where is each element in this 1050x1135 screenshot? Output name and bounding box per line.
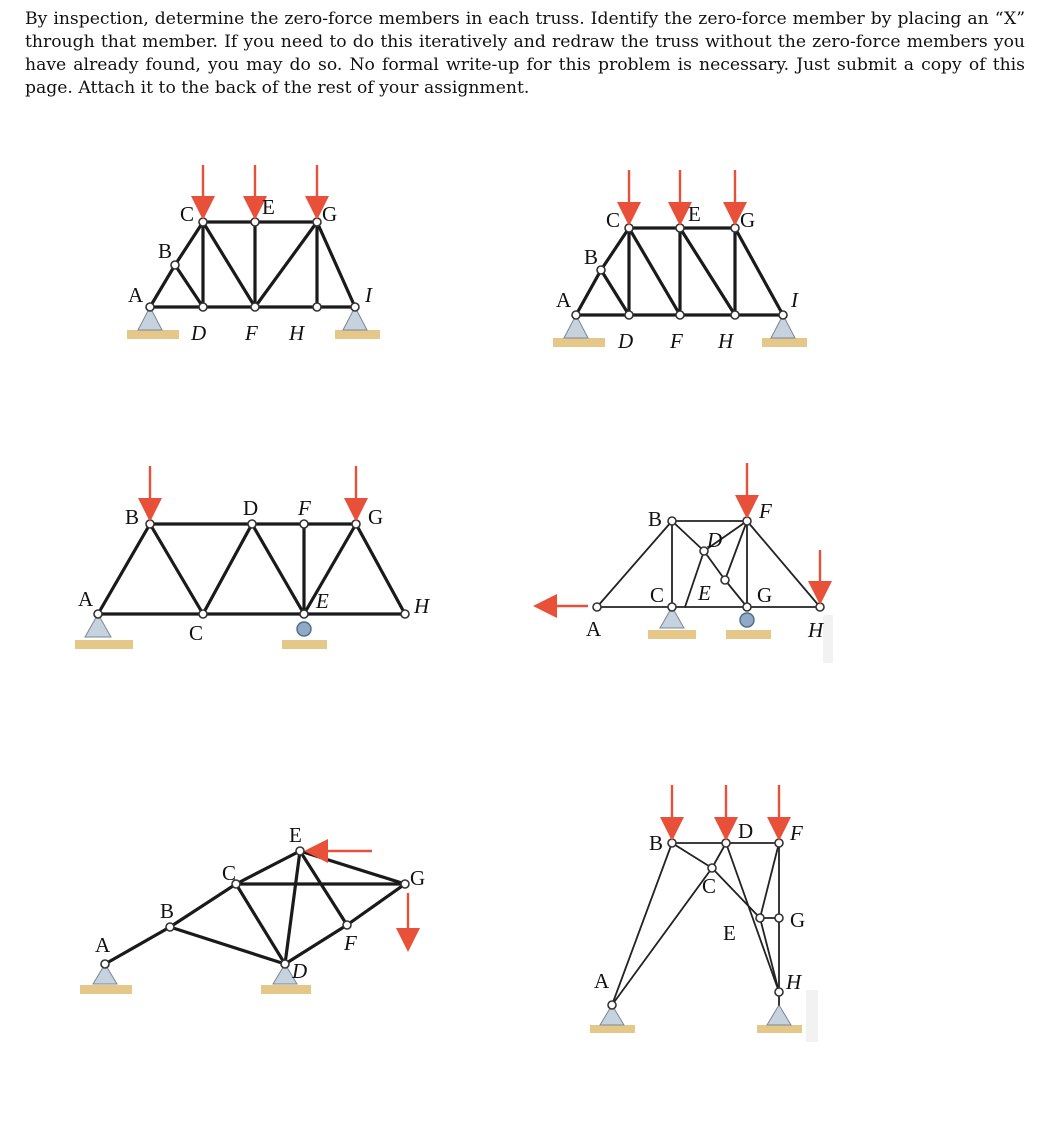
- joint-label-d: D: [707, 528, 723, 552]
- joint-label-b: B: [584, 245, 599, 269]
- joint-label-c: C: [180, 202, 195, 226]
- joint-label-e: E: [262, 195, 275, 219]
- joint-label-g: G: [322, 202, 338, 226]
- truss-5: [80, 823, 425, 994]
- joint-label-i: I: [791, 288, 798, 312]
- joint-label-e: E: [698, 581, 711, 605]
- joint-label-g: G: [368, 505, 384, 529]
- truss-3: [75, 466, 431, 649]
- joint-label-f: F: [298, 496, 311, 520]
- joint-label-c: C: [702, 874, 717, 898]
- roller-support: [297, 622, 311, 636]
- joint-label-d: D: [243, 496, 259, 520]
- ground-hatch: [648, 630, 696, 639]
- joint-label-g: G: [757, 583, 773, 607]
- joint-label-g: G: [740, 208, 756, 232]
- ground-hatch: [590, 1025, 635, 1033]
- joint-label-d: D: [191, 321, 207, 345]
- joint-label-f: F: [670, 329, 683, 353]
- joint-label-b: B: [160, 899, 175, 923]
- joint-label-c: C: [222, 861, 237, 885]
- ground-hatch: [80, 985, 132, 994]
- joint-label-a: A: [586, 617, 602, 641]
- ground-hatch: [726, 630, 771, 639]
- truss-2: [553, 170, 807, 353]
- joint-label-e: E: [723, 921, 736, 945]
- joint-label-h: H: [718, 329, 734, 353]
- ground-hatch: [553, 338, 605, 347]
- ground-hatch: [282, 640, 327, 649]
- joint-label-c: C: [650, 583, 665, 607]
- ground-hatch: [762, 338, 807, 347]
- ground-hatch: [261, 985, 311, 994]
- joint-label-a: A: [128, 283, 144, 307]
- joint-label-a: A: [95, 933, 111, 957]
- joint-label-a: A: [78, 587, 94, 611]
- ground-hatch: [75, 640, 133, 649]
- joint-label-a: A: [556, 288, 572, 312]
- instructions-text: By inspection, determine the zero-force members in each truss. Identify the zero-force member by placing an “X” through that member. If you need to do this iteratively and redraw the truss without the zero-force members you have already found, you may do so. No formal write-up for this problem is necessary. Just submit a copy of this page. Attach it to the back of the rest of your assignment.: [25, 9, 1025, 98]
- joint-label-h: H: [289, 321, 305, 345]
- joint-label-e: E: [289, 823, 302, 847]
- joint-label-b: B: [648, 507, 663, 531]
- truss-1: [127, 165, 380, 345]
- pin-support: [767, 1005, 791, 1025]
- joint-label-c: C: [606, 208, 621, 232]
- ground-hatch: [335, 330, 380, 339]
- joint-label-g: G: [410, 866, 426, 890]
- ground-hatch: [757, 1025, 802, 1033]
- joint-label-b: B: [125, 505, 140, 529]
- joint-label-f: F: [790, 821, 803, 845]
- joint-label-b: B: [158, 239, 173, 263]
- joint-label-h: H: [786, 970, 802, 994]
- roller-support: [740, 613, 754, 627]
- truss-4: [545, 463, 833, 663]
- joint-label-h: H: [414, 594, 430, 618]
- background-shade: [823, 615, 833, 663]
- joint-label-d: D: [292, 959, 308, 983]
- joint-label-i: I: [365, 283, 372, 307]
- joint-label-d: D: [738, 819, 754, 843]
- joint-label-e: E: [688, 202, 701, 226]
- joint-label-g: G: [790, 908, 806, 932]
- joint-label-f: F: [344, 931, 357, 955]
- joint-label-b: B: [649, 831, 664, 855]
- ground-hatch: [127, 330, 179, 339]
- joint-label-f: F: [759, 499, 772, 523]
- joint-label-a: A: [594, 969, 610, 993]
- joint-label-c: C: [189, 621, 204, 645]
- truss-6: [590, 785, 818, 1042]
- background-shade: [806, 990, 818, 1042]
- joint-label-d: D: [618, 329, 634, 353]
- joint-label-h: H: [808, 618, 824, 642]
- joint-label-f: F: [245, 321, 258, 345]
- joint-label-e: E: [316, 589, 329, 613]
